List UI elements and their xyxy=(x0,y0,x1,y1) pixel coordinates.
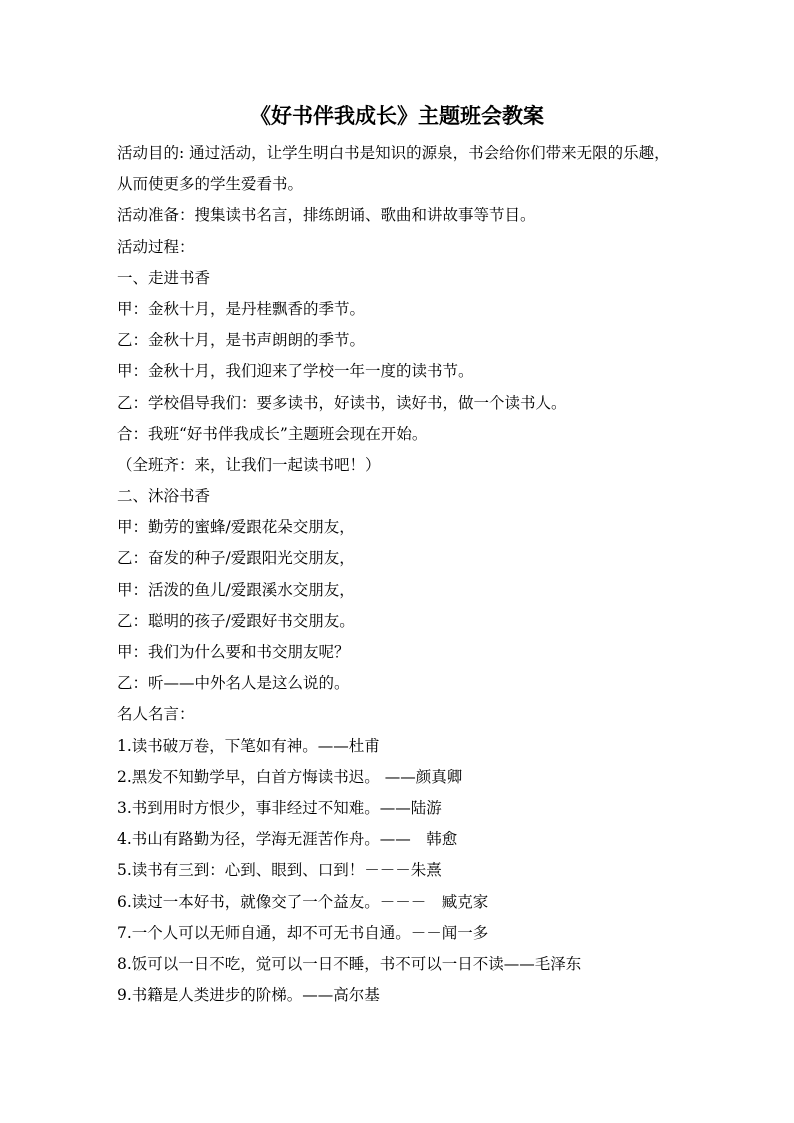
quote-item: 8.饭可以一日不吃，觉可以一日不睡，书不可以一日不读——毛泽东 xyxy=(117,954,582,973)
dialogue-line: 甲：金秋十月，是丹桂飘香的季节。 xyxy=(117,299,366,318)
dialogue-line: 甲：金秋十月，我们迎来了学校一年一度的读书节。 xyxy=(117,362,474,381)
quote-item: 3.书到用时方恨少，事非经过不知难。——陆游 xyxy=(117,798,442,817)
purpose-line-2: 从而使更多的学生爱看书。 xyxy=(117,175,304,194)
dialogue-line: 甲：活泼的鱼儿/爱跟溪水交朋友， xyxy=(117,580,355,599)
document-title: 《好书伴我成长》主题班会教案 xyxy=(250,103,544,128)
dialogue-line: 合：我班“好书伴我成长”主题班会现在开始。 xyxy=(117,424,428,443)
dialogue-line: （全班齐：来，让我们一起读书吧！） xyxy=(117,455,381,474)
quotes-heading: 名人名言： xyxy=(117,705,195,724)
process-heading: 活动过程： xyxy=(117,237,195,256)
dialogue-line: 乙：聪明的孩子/爱跟好书交朋友。 xyxy=(117,611,355,630)
quote-item: 4.书山有路勤为径，学海无涯苦作舟。—— 韩愈 xyxy=(117,830,458,849)
document-body xyxy=(117,138,687,1011)
quote-item: 1.读书破万卷，下笔如有神。——杜甫 xyxy=(117,736,380,755)
dialogue-line: 乙：奋发的种子/爱跟阳光交朋友， xyxy=(117,549,355,568)
dialogue-line: 乙：金秋十月，是书声朗朗的季节。 xyxy=(117,331,366,350)
purpose-line-1: 活动目的: 通过活动，让学生明白书是知识的源泉，书会给你们带来无限的乐趣， xyxy=(117,144,670,162)
dialogue-line: 乙：学校倡导我们：要多读书，好读书，读好书，做一个读书人。 xyxy=(117,393,567,412)
quote-item: 2.黑发不知勤学早，白首方悔读书迟。 ——颜真卿 xyxy=(117,767,463,786)
quote-item: 5.读书有三到：心到、眼到、口到！－－－朱熹 xyxy=(117,861,442,880)
preparation-line: 活动准备：搜集读书名言，排练朗诵、歌曲和讲故事等节目。 xyxy=(117,206,536,225)
section-heading-1: 一、走进书香 xyxy=(117,268,211,287)
section-heading-2: 二、沐浴书香 xyxy=(117,487,211,506)
quote-item: 6.读过一本好书，就像交了一个益友。－－－ 臧克家 xyxy=(117,892,489,911)
dialogue-line: 甲：勤劳的蜜蜂/爱跟花朵交朋友， xyxy=(117,518,355,537)
quote-item: 7.一个人可以无师自通，却不可无书自通。－－闻一多 xyxy=(117,923,489,942)
dialogue-line: 甲：我们为什么要和书交朋友呢？ xyxy=(117,643,350,661)
quote-item: 9.书籍是人类进步的阶梯。——高尔基 xyxy=(117,986,380,1005)
dialogue-line: 乙：听——中外名人是这么说的。 xyxy=(117,674,350,693)
